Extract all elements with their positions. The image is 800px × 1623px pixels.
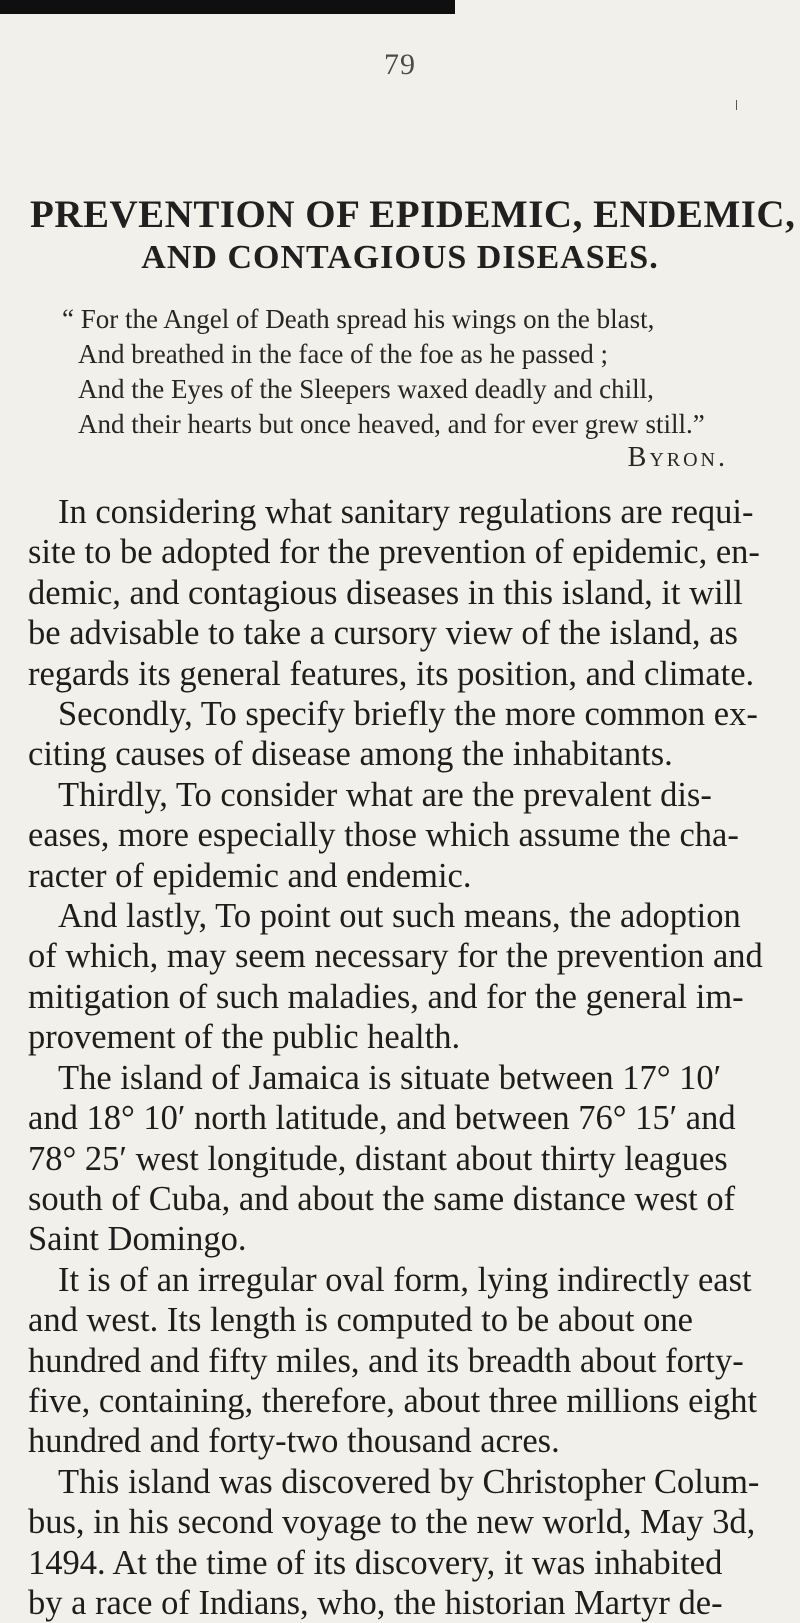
epigraph-line: And breathed in the face of the foe as he passed ; xyxy=(78,339,609,369)
margin-tick xyxy=(736,100,737,110)
text-line: hundred and fifty miles, and its breadth about forty- xyxy=(28,1341,744,1380)
text-line: five, containing, therefore, about three millions eight xyxy=(28,1381,758,1420)
text-line: bus, in his second voyage to the new world, May 3d, xyxy=(28,1503,756,1542)
text-line: south of Cuba, and about the same distance west of xyxy=(28,1179,736,1218)
page-number: 79 xyxy=(384,48,416,81)
chapter-title-line-2: AND CONTAGIOUS DISEASES. xyxy=(141,239,659,276)
epigraph xyxy=(62,302,705,442)
text-line: by a race of Indians, who, the historian Martyr de- xyxy=(28,1583,723,1622)
text-line: mitigation of such maladies, and for the general im- xyxy=(28,977,744,1016)
text-line: demic, and contagious diseases in this island, it will xyxy=(28,573,743,612)
text-line: provement of the public health. xyxy=(28,1018,461,1057)
text-line: hundred and forty-two thousand acres. xyxy=(28,1422,560,1461)
text-line: be advisable to take a cursory view of the island, as xyxy=(28,614,738,653)
epigraph-line: And their hearts but once heaved, and for ever grew still.” xyxy=(78,409,705,439)
text-line: This island was discovered by Christopher Colum- xyxy=(58,1462,760,1501)
body-text xyxy=(28,492,772,1623)
page-edge-mark xyxy=(0,0,455,14)
text-line: 1494. At the time of its discovery, it was inhabited xyxy=(28,1543,723,1582)
text-line: Thirdly, To consider what are the prevalent dis- xyxy=(58,775,712,814)
chapter-title-line-1: PREVENTION OF EPIDEMIC, ENDEMIC, xyxy=(30,193,796,236)
text-line: and west. Its length is computed to be about one xyxy=(28,1301,693,1340)
text-line: site to be adopted for the prevention of epidemic, en- xyxy=(28,533,760,572)
text-line: regards its general features, its position, and climate. xyxy=(28,654,755,693)
text-line: eases, more especially those which assume the cha- xyxy=(28,816,739,855)
text-line: 78° 25′ west longitude, distant about thirty leagues xyxy=(28,1139,728,1178)
text-line: racter of epidemic and endemic. xyxy=(28,856,472,895)
text-line: The island of Jamaica is situate between 17° 10′ xyxy=(58,1058,722,1097)
epigraph-author: Byron. xyxy=(627,442,728,473)
epigraph-line: “ For the Angel of Death spread his wings on the blast, xyxy=(62,304,655,334)
text-line: citing causes of disease among the inhabitants. xyxy=(28,735,673,774)
text-line: And lastly, To point out such means, the adoption xyxy=(58,897,741,936)
epigraph-line: And the Eyes of the Sleepers waxed deadly and chill, xyxy=(78,374,654,404)
text-line: Secondly, To specify briefly the more common ex- xyxy=(58,695,758,734)
text-line: Saint Domingo. xyxy=(28,1220,247,1259)
text-line: and 18° 10′ north latitude, and between 76° 15′ and xyxy=(28,1099,736,1138)
text-line: of which, may seem necessary for the prevention and xyxy=(28,937,763,976)
text-line: It is of an irregular oval form, lying indirectly east xyxy=(58,1260,752,1299)
text-line: In considering what sanitary regulations are requi- xyxy=(58,493,754,531)
